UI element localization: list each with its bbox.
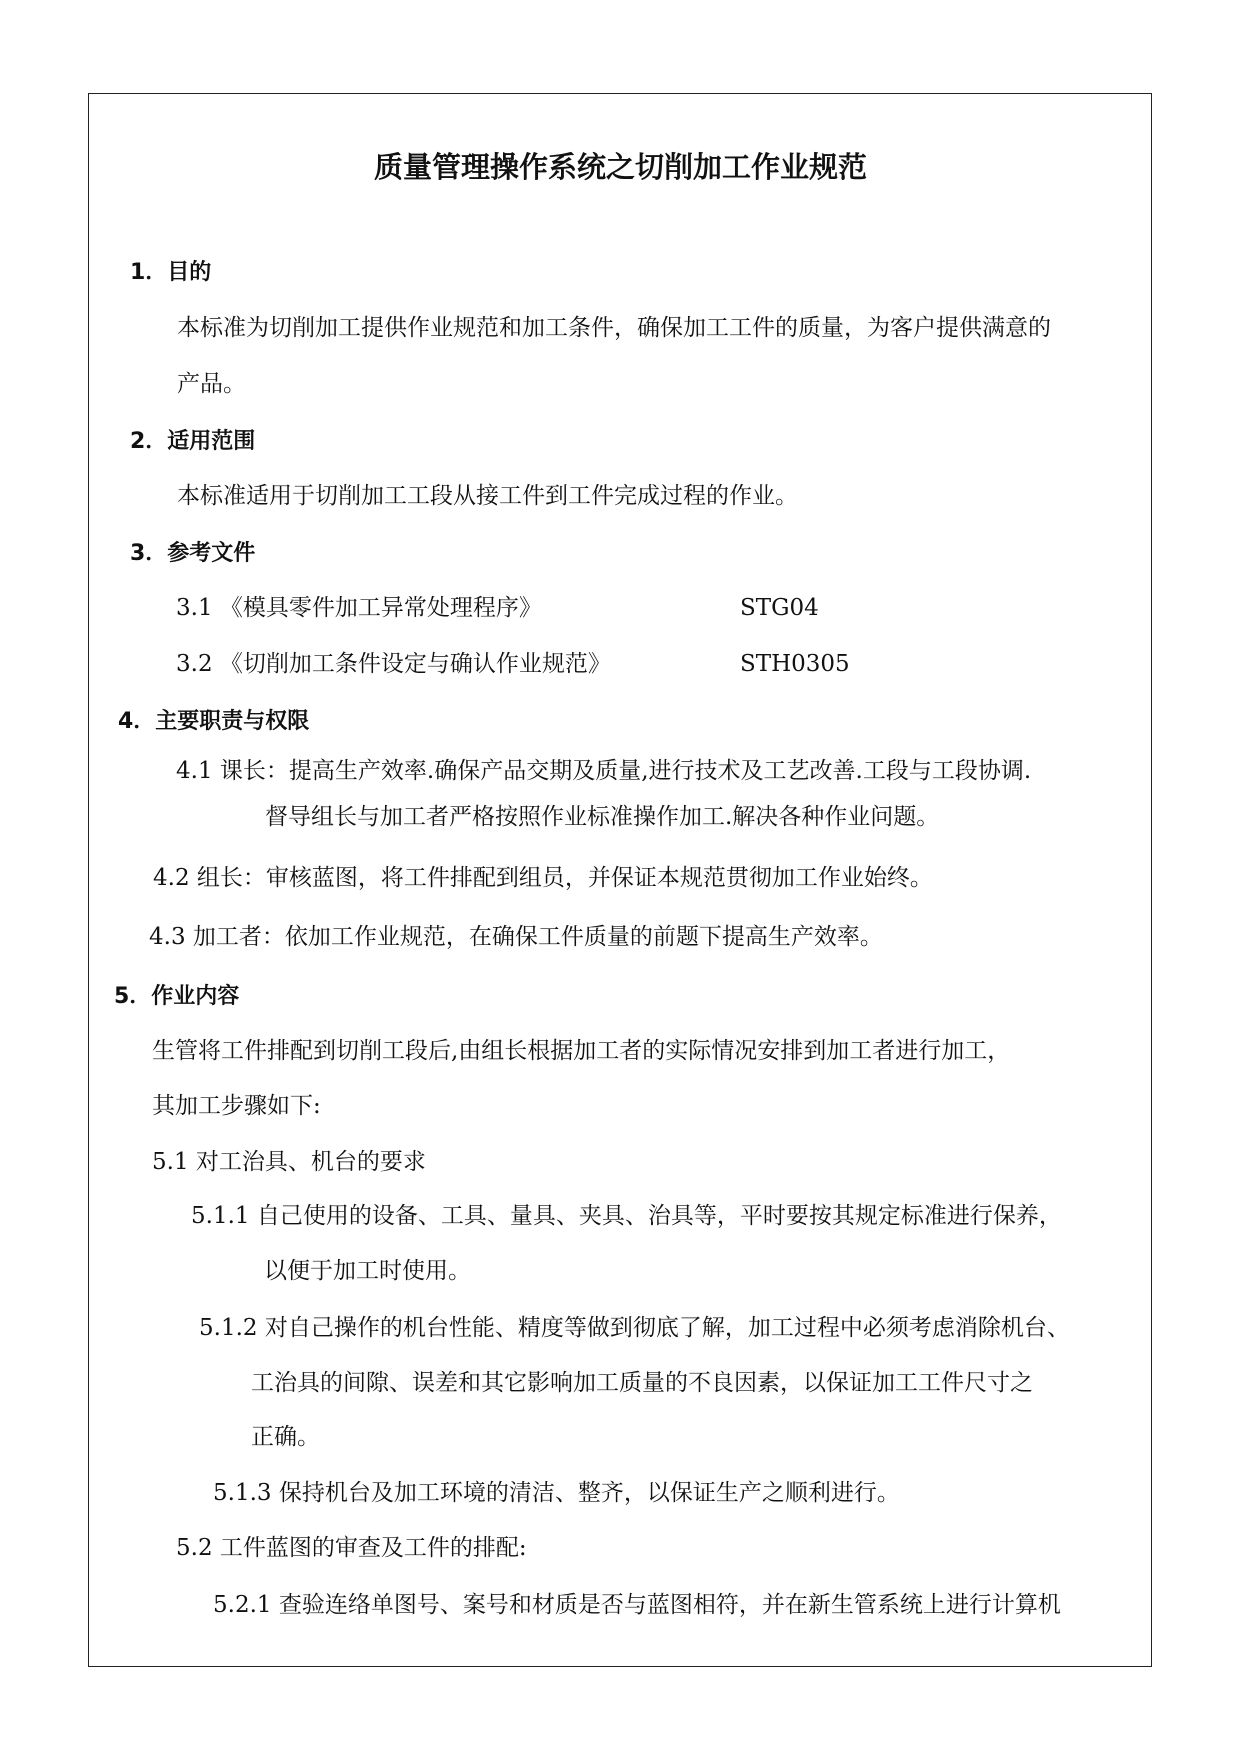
section-5-text-line-1: 生管将工件排配到切削工段后,由组长根据加工者的实际情况安排到加工者进行加工， [152, 1038, 1011, 1064]
section-5-2-heading: 5.2 工件蓝图的审查及工件的排配: [176, 1535, 527, 1561]
reference-number: 3.1 [176, 595, 213, 621]
section-4-item-2: 4.2 组长：审核蓝图，将工件排配到组员，并保证本规范贯彻加工作业始终。 [153, 865, 933, 891]
reference-item-2 [176, 649, 611, 679]
section-5-1-1-line-2: 以便于加工时使用。 [264, 1258, 471, 1284]
section-4-item-3: 4.3 加工者：依加工作业规范，在确保工件质量的前题下提高生产效率。 [149, 924, 883, 950]
reference-item-1 [176, 593, 542, 623]
reference-code-2: STH0305 [740, 651, 850, 677]
section-1-text-line-1: 本标准为切削加工提供作业规范和加工条件，确保加工工件的质量，为客户提供满意的 [177, 315, 1051, 341]
section-5-2-1-line-1: 5.2.1 查验连络单图号、案号和材质是否与蓝图相符，并在新生管系统上进行计算机 [213, 1592, 1061, 1618]
section-2-text: 本标准适用于切削加工工段从接工件到工件完成过程的作业。 [177, 483, 798, 509]
section-5-text-line-2: 其加工步骤如下: [152, 1093, 321, 1119]
page-title: 质量管理操作系统之切削加工作业规范 [373, 150, 867, 184]
section-5-1-2-line-2: 工治具的间隙、误差和其它影响加工质量的不良因素，以保证加工工件尺寸之 [251, 1370, 1033, 1396]
section-5-1-3: 5.1.3 保持机台及加工环境的清洁、整齐，以保证生产之顺利进行。 [213, 1480, 900, 1506]
section-1-text-line-2: 产品。 [177, 371, 246, 397]
section-3-heading: 3．参考文件 [130, 541, 256, 566]
section-5-1-2-line-3: 正确。 [251, 1424, 320, 1450]
section-5-1-2-line-1: 5.1.2 对自己操作的机台性能、精度等做到彻底了解，加工过程中必须考虑消除机台、 [199, 1315, 1070, 1341]
section-5-1-1-line-1: 5.1.1 自己使用的设备、工具、量具、夹具、治具等，平时要按其规定标准进行保养， [191, 1203, 1062, 1229]
reference-name: 《模具零件加工异常处理程序》 [219, 595, 542, 621]
section-4-item-1-line-1: 4.1 课长：提高生产效率.确保产品交期及质量,进行技术及工艺改善.工段与工段协调. [176, 758, 1032, 784]
section-5-heading: 5．作业内容 [114, 984, 240, 1009]
section-4-item-1-line-2: 督导组长与加工者严格按照作业标准操作加工.解决各种作业问题。 [265, 804, 940, 830]
section-5-1-heading: 5.1 对工治具、机台的要求 [152, 1149, 426, 1175]
section-2-heading: 2．适用范围 [130, 429, 256, 454]
reference-code-1: STG04 [740, 595, 819, 621]
reference-number: 3.2 [176, 651, 213, 677]
section-1-heading: 1．目的 [130, 260, 212, 285]
section-4-heading: 4．主要职责与权限 [118, 709, 310, 734]
reference-name: 《切削加工条件设定与确认作业规范》 [219, 651, 611, 677]
